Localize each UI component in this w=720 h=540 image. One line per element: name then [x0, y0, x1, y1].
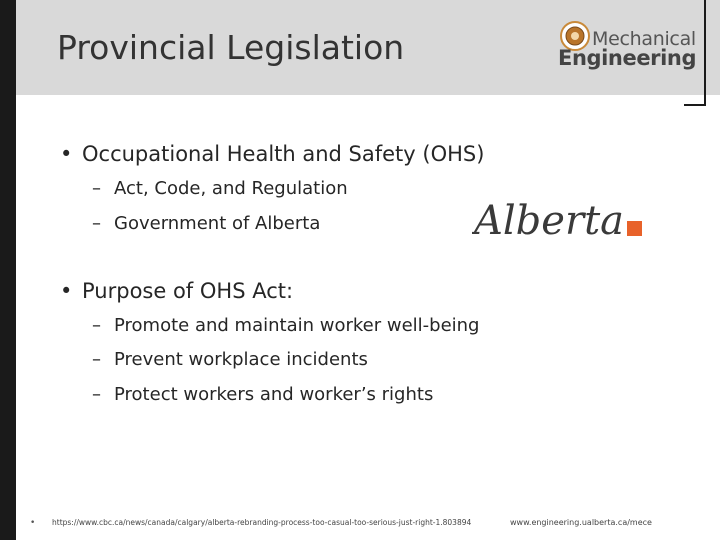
footer-source-link[interactable]: https://www.cbc.ca/news/canada/calgary/alberta-rebranding-process-too-casual-too-serious-just-right-1.803894 — [52, 518, 472, 527]
subitem-text: Protect workers and worker’s rights — [114, 384, 434, 405]
subitem-prevent — [92, 348, 368, 372]
bullet-ohs — [60, 140, 484, 168]
left-rail — [0, 0, 16, 540]
subitem-text: Promote and maintain worker well-being — [114, 315, 480, 336]
subitem-government — [92, 212, 320, 236]
bullet-marker: • — [60, 279, 73, 303]
slide-title: Provincial Legislation — [57, 28, 405, 67]
footer-marker: • — [30, 518, 36, 528]
bullet-text: Purpose of OHS Act: — [82, 279, 294, 303]
subitem-text: Prevent workplace incidents — [114, 349, 368, 370]
sub-marker: – — [92, 178, 101, 199]
subitem-text: Government of Alberta — [114, 213, 321, 234]
bullet-marker: • — [60, 142, 73, 166]
subitem-promote — [92, 314, 479, 338]
mechanical-engineering-logo — [558, 20, 698, 72]
alberta-logo — [472, 190, 648, 246]
subitem-text: Act, Code, and Regulation — [114, 178, 348, 199]
alberta-accent-square — [627, 221, 642, 236]
sub-marker: – — [92, 384, 101, 405]
bullet-text: Occupational Health and Safety (OHS) — [82, 142, 485, 166]
bullet-purpose — [60, 277, 293, 305]
sub-marker: – — [92, 213, 101, 234]
alberta-wordmark: Alberta — [474, 198, 624, 244]
subitem-protect — [92, 383, 433, 407]
footer-site-link[interactable]: www.engineering.ualberta.ca/mece — [510, 518, 652, 527]
logo-line-engineering: Engineering — [558, 46, 697, 70]
sub-marker: – — [92, 349, 101, 370]
sub-marker: – — [92, 315, 101, 336]
subitem-act-code — [92, 177, 348, 201]
logo-line-mechanical: Mechanical — [592, 28, 696, 50]
